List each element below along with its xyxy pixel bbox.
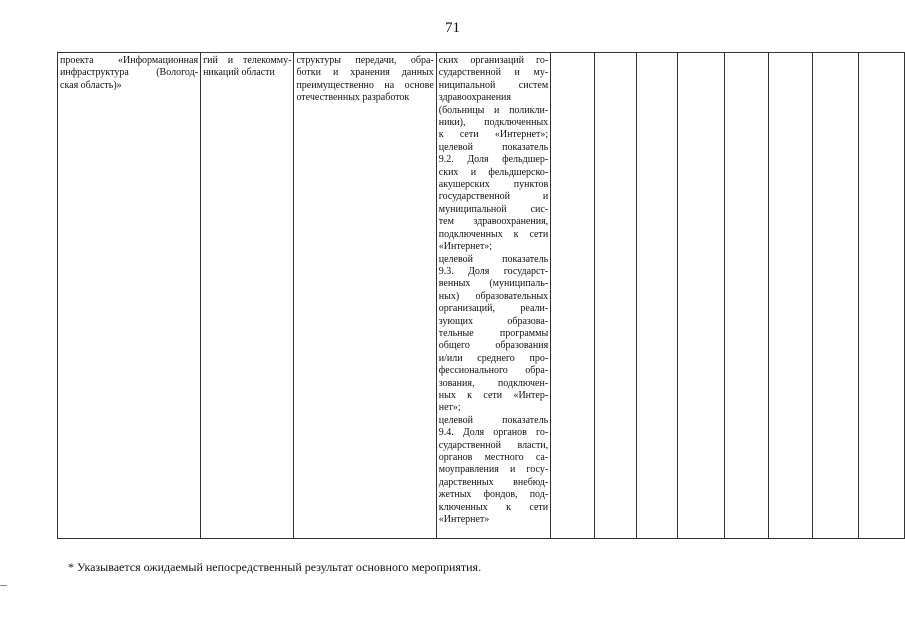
cell-text-line: «Интернет» xyxy=(438,514,490,526)
cell-text-line: тем здравоохранения, xyxy=(438,216,549,228)
cell-text-line: акушерских пунктов xyxy=(438,179,549,191)
cell-empty-6 xyxy=(594,53,636,539)
cell-text-line: к сети «Интернет»; xyxy=(438,129,549,141)
cell-text-line: ники), подключенных xyxy=(438,117,549,129)
cell-text-line: целевой показатель xyxy=(438,253,549,265)
cell-executor xyxy=(201,53,294,539)
cell-text-line: ных) образовательных xyxy=(438,290,549,302)
cell-text-line: органов местного са- xyxy=(438,452,549,463)
cell-text-line: общего образования xyxy=(438,340,549,352)
cell-target-indicators xyxy=(436,53,550,539)
cell-text-line: жетных фондов, под- xyxy=(438,489,549,501)
cell-empty-8 xyxy=(678,53,724,539)
cell-project-name xyxy=(58,53,201,539)
cell-text-line: гий и телекомму- xyxy=(203,55,292,66)
cell-text-line: структуры передачи, обра- xyxy=(296,55,434,66)
cell-empty-5 xyxy=(551,53,594,539)
page-number: 71 xyxy=(445,20,460,36)
cell-text-line: преимущественно на основе xyxy=(296,79,434,91)
table-row xyxy=(58,53,905,539)
cell-text-line: 9.2. Доля фельдшер- xyxy=(438,154,549,166)
cell-text-line: зующих образова- xyxy=(438,315,549,327)
cell-text-line: 9.4. Доля органов го- xyxy=(438,427,549,439)
cell-empty-12 xyxy=(858,53,904,539)
cell-text-line: ских организаций го- xyxy=(438,55,549,66)
cell-text-line: отечественных разработок xyxy=(296,92,410,104)
cell-text-line: «Интернет»; xyxy=(438,241,493,253)
cell-text-line: ских и фельдшерско- xyxy=(438,166,549,178)
cell-text-line: моуправления и госу- xyxy=(438,464,549,476)
cell-text-line: здравоохранения xyxy=(438,92,511,104)
cell-text-line: и/или среднего про- xyxy=(438,352,549,364)
cell-text-line: сударственной и му- xyxy=(438,67,549,79)
cell-text-line: фессионального обра- xyxy=(438,365,549,377)
cell-text-line: тельные программы xyxy=(438,327,549,339)
cell-text-line: ных к сети «Интер- xyxy=(438,389,549,401)
cell-text-line: подключенных к сети xyxy=(438,228,549,240)
cell-text-line: проекта «Информационная xyxy=(60,55,199,66)
cell-text-line: нет»; xyxy=(438,402,461,414)
cell-text-line: сударственной власти, xyxy=(438,439,549,451)
cell-description xyxy=(294,53,436,539)
cell-text-line: целевой показатель xyxy=(438,414,549,426)
cell-text-line: организаций, реали- xyxy=(438,303,549,315)
cell-empty-10 xyxy=(769,53,813,539)
cell-text-line: целевой показатель xyxy=(438,141,549,153)
cell-empty-7 xyxy=(636,53,677,539)
cell-text-line: дарственных внебюд- xyxy=(438,476,549,488)
cell-text-line: 9.3. Доля государст- xyxy=(438,265,549,277)
cell-text-line: ключенных к сети xyxy=(438,501,549,513)
cell-text-line: никаций области xyxy=(203,67,275,79)
cell-text-line: ботки и хранения данных xyxy=(296,67,434,79)
program-table xyxy=(57,52,905,539)
cell-text-line: (больницы и поликли- xyxy=(438,104,549,116)
cell-text-line: ниципальной систем xyxy=(438,79,549,91)
cell-text-line: венных (муниципаль- xyxy=(438,278,549,290)
cell-empty-9 xyxy=(724,53,768,539)
margin-mark xyxy=(0,585,7,586)
cell-text-line: инфраструктура (Вологод- xyxy=(60,67,199,79)
footnote: * Указывается ожидаемый непосредственный результат основного мероприятия. xyxy=(68,560,482,574)
cell-text-line: зования, подключен- xyxy=(438,377,549,389)
cell-text-line: ская область)» xyxy=(60,79,122,91)
cell-text-line: муниципальной сис- xyxy=(438,203,549,215)
cell-text-line: государственной и xyxy=(438,191,549,203)
cell-empty-11 xyxy=(813,53,858,539)
